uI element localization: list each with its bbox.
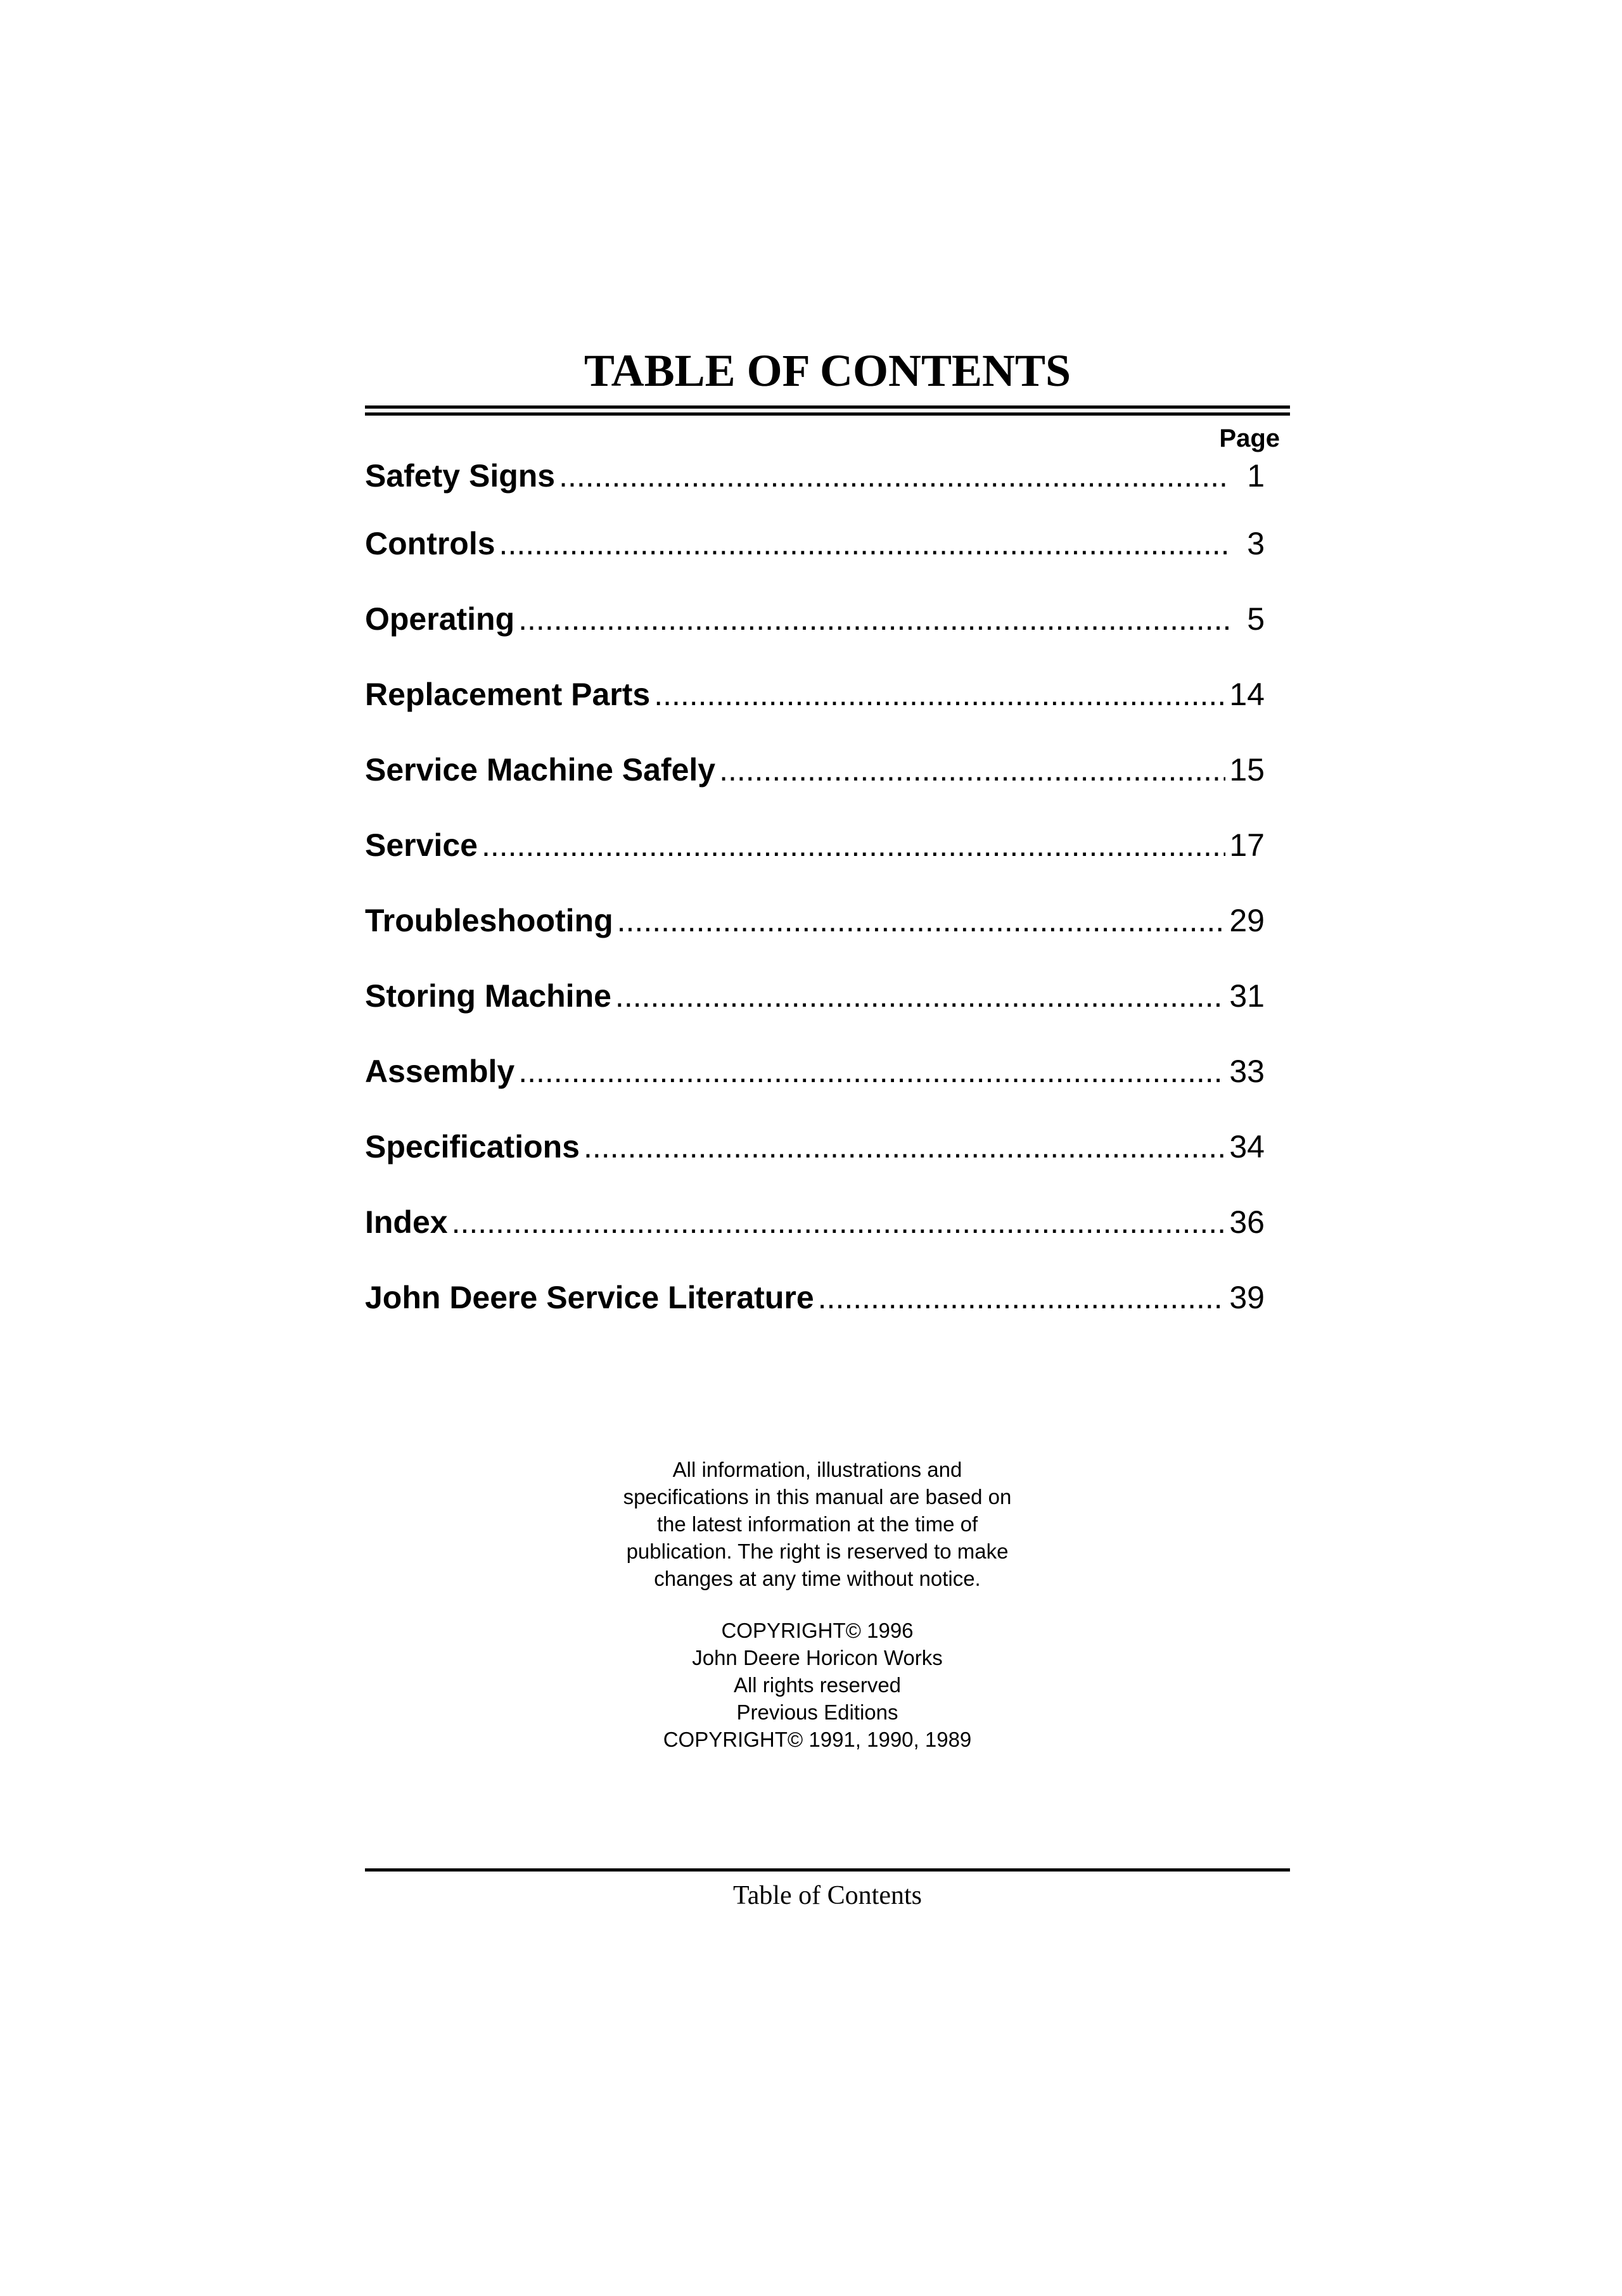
toc-entry-replacement-parts[interactable]: [365, 672, 1265, 748]
toc-section: [365, 342, 1290, 1351]
toc-entry-page: 17: [1229, 827, 1265, 863]
toc-entry-service[interactable]: [365, 823, 1265, 898]
notice-line: the latest information at the time of: [656, 1512, 978, 1536]
toc-entry-page: 3: [1247, 526, 1265, 561]
toc-entry-page: 33: [1229, 1054, 1265, 1089]
dot-leader: [818, 1275, 1226, 1320]
dot-leader: [482, 823, 1225, 867]
notice-line: specifications in this manual are based on: [623, 1485, 1012, 1508]
page-column-header: Page: [1219, 424, 1280, 452]
copyright-line: Previous Editions: [736, 1700, 898, 1724]
toc-entry-page: 15: [1229, 752, 1265, 788]
notice-line: publication. The right is reserved to make: [626, 1540, 1009, 1563]
dot-leader: [719, 748, 1225, 792]
dot-leader: [518, 597, 1229, 641]
notice-line: changes at any time without notice.: [654, 1567, 981, 1590]
copyright-block: [558, 1617, 1077, 1753]
dot-leader: [615, 974, 1225, 1018]
toc-entry-page: 29: [1229, 903, 1265, 938]
toc-entry-label: Assembly: [365, 1054, 515, 1089]
toc-entry-specifications[interactable]: [365, 1125, 1265, 1200]
toc-entry-index[interactable]: [365, 1200, 1265, 1275]
toc-entry-label: Storing Machine: [365, 978, 611, 1014]
dot-leader: [584, 1125, 1225, 1169]
toc-entry-label: Safety Signs: [365, 458, 556, 494]
page-footer: Table of Contents: [733, 1881, 922, 1910]
toc-entry-page: 34: [1229, 1129, 1265, 1164]
disclaimer-notice: [558, 1456, 1077, 1592]
footer-divider: [365, 1868, 1290, 1872]
toc-entry-service-literature[interactable]: [365, 1275, 1265, 1351]
toc-entry-label: Index: [365, 1204, 448, 1240]
title-divider-bottom: [365, 412, 1290, 416]
toc-entry-controls[interactable]: [365, 521, 1265, 597]
dot-leader: [617, 898, 1226, 943]
toc-entry-page: 36: [1229, 1204, 1265, 1240]
toc-entry-page: 5: [1247, 601, 1265, 637]
dot-leader: [518, 1049, 1225, 1094]
notice-line: All information, illustrations and: [672, 1458, 962, 1481]
toc-entry-label: Controls: [365, 526, 495, 561]
dot-leader: [499, 521, 1229, 566]
title-divider-top: [365, 405, 1290, 409]
toc-list: [365, 454, 1290, 1351]
toc-entry-troubleshooting[interactable]: [365, 898, 1265, 974]
dot-leader: [654, 672, 1225, 717]
copyright-line: COPYRIGHT© 1991, 1990, 1989: [663, 1728, 972, 1751]
toc-entry-safety-signs[interactable]: [365, 454, 1265, 521]
toc-entry-label: Service: [365, 827, 478, 863]
copyright-line: COPYRIGHT© 1996: [721, 1619, 914, 1642]
toc-entry-label: Troubleshooting: [365, 903, 613, 938]
dot-leader: [452, 1200, 1226, 1244]
toc-entry-page: 1: [1247, 458, 1265, 494]
toc-entry-operating[interactable]: [365, 597, 1265, 672]
toc-entry-page: 14: [1229, 677, 1265, 712]
copyright-line: All rights reserved: [733, 1673, 902, 1697]
toc-entry-label: Service Machine Safely: [365, 752, 716, 788]
page-title: TABLE OF CONTENTS: [584, 345, 1071, 396]
toc-entry-storing-machine[interactable]: [365, 974, 1265, 1049]
copyright-line: John Deere Horicon Works: [692, 1646, 943, 1669]
toc-entry-label: Replacement Parts: [365, 677, 651, 712]
toc-entry-page: 39: [1229, 1280, 1265, 1315]
toc-entry-label: Operating: [365, 601, 515, 637]
toc-entry-page: 31: [1229, 978, 1265, 1014]
toc-entry-label: John Deere Service Literature: [365, 1280, 814, 1315]
toc-entry-assembly[interactable]: [365, 1049, 1265, 1125]
toc-entry-service-machine-safely[interactable]: [365, 748, 1265, 823]
toc-entry-label: Specifications: [365, 1129, 580, 1164]
dot-leader: [559, 454, 1229, 498]
